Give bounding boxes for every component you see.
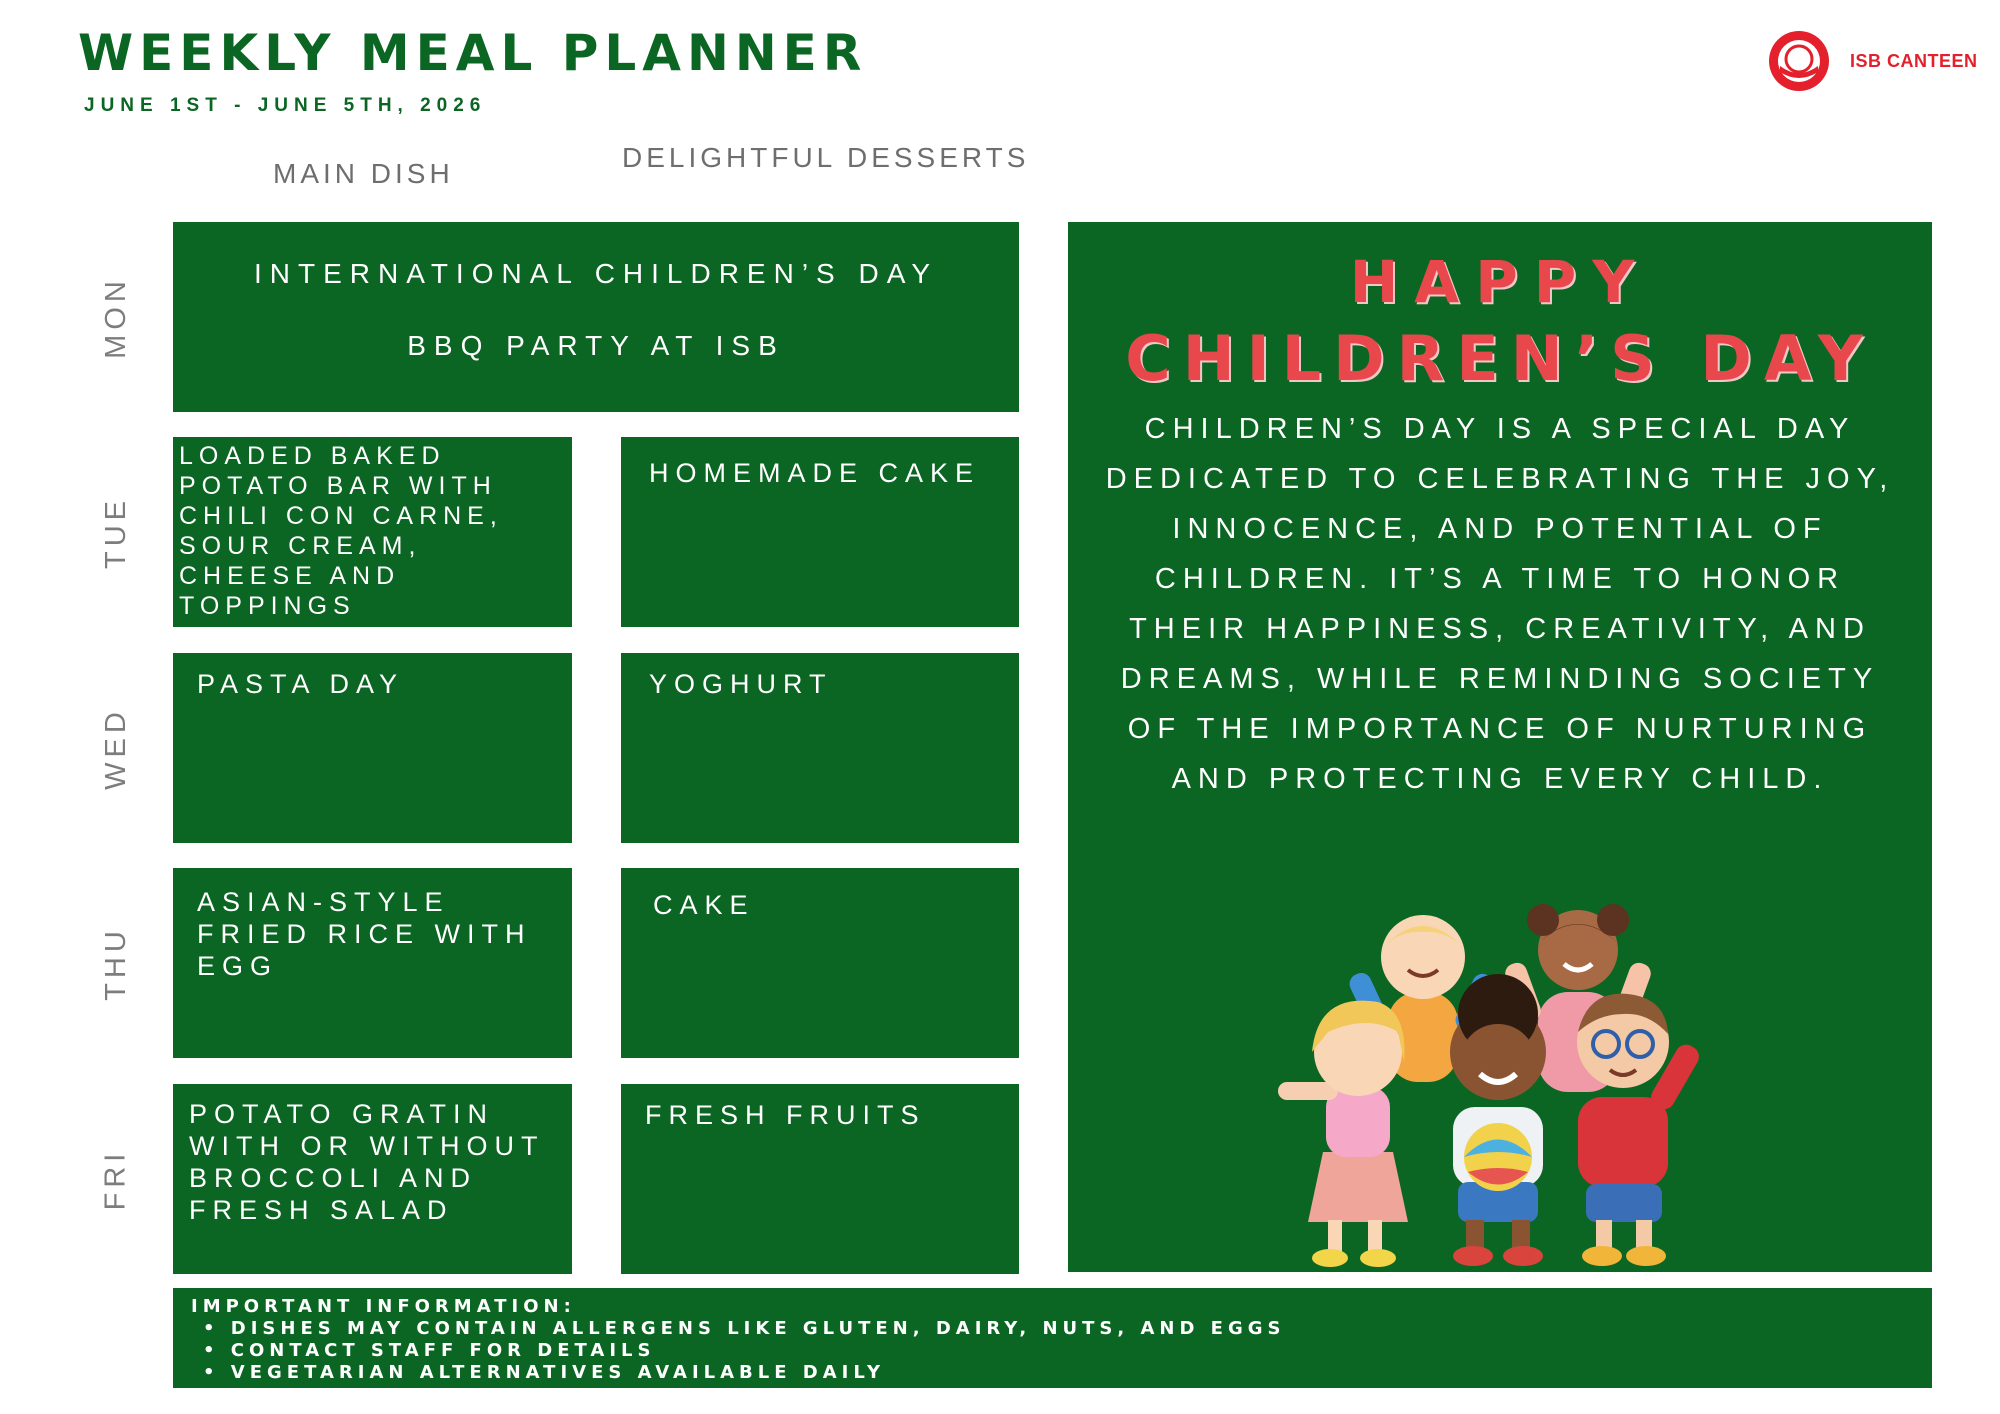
- childrens-day-panel: [1068, 222, 1932, 1272]
- logo-text: ISB CANTEEN: [1850, 50, 1978, 71]
- day-label-mon: MON: [99, 275, 132, 359]
- important-info-bar: [173, 1288, 1932, 1388]
- info-heading: IMPORTANT INFORMATION:: [191, 1296, 576, 1317]
- day-label-tue: TUE: [99, 495, 132, 569]
- day-label-thu: THU: [99, 925, 132, 1001]
- thursday-dessert: CAKE: [621, 868, 1019, 1058]
- friday-dessert: FRESH FRUITS: [621, 1084, 1019, 1274]
- column-header-desserts: DELIGHTFUL DESSERTS: [622, 142, 1030, 173]
- info-item: • VEGETARIAN ALTERNATIVES AVAILABLE DAILY: [191, 1362, 1914, 1384]
- child-figure: [1278, 1001, 1408, 1267]
- isb-canteen-logo-icon: [1766, 28, 1832, 94]
- date-range: JUNE 1ST - JUNE 5TH, 2026: [84, 95, 487, 116]
- feature-description: CHILDREN’S DAY IS A SPECIAL DAY DEDICATED TO CELEBRATING THE JOY, INNOCENCE, AND POTENTIAL OF CHILDREN. IT’S A TIME TO HONOR THEIR HAPPINESS, CREATIVITY, AND DREAMS, WHILE REMINDING SOCIETY OF THE IMPORTANCE OF NURTURING AND PROTECTING EVERY CHILD.: [1105, 413, 1895, 795]
- child-figure: [1450, 974, 1546, 1266]
- thursday-main-dish: ASIAN-STYLE FRIED RICE WITH EGG: [173, 868, 572, 1058]
- info-item: • CONTACT STAFF FOR DETAILS: [191, 1340, 1914, 1362]
- day-label-wed: WED: [99, 706, 132, 790]
- feature-title-line1: HAPPY: [1349, 248, 1651, 316]
- monday-event-title: INTERNATIONAL CHILDREN’S DAY: [254, 258, 938, 289]
- tuesday-main-dish: LOADED BAKED POTATO BAR WITH CHILI CON CARNE, SOUR CREAM, CHEESE AND TOPPINGS: [173, 437, 572, 627]
- monday-special-card: [173, 222, 1019, 412]
- column-header-main-dish: MAIN DISH: [273, 158, 454, 189]
- page-title: WEEKLY MEAL PLANNER: [78, 24, 868, 82]
- child-figure: [1577, 994, 1703, 1266]
- feature-title-line2: CHILDREN’S DAY: [1125, 322, 1875, 395]
- info-item: • DISHES MAY CONTAIN ALLERGENS LIKE GLUTEN, DAIRY, NUTS, AND EGGS: [191, 1318, 1914, 1340]
- info-list: [191, 1318, 1914, 1384]
- day-label-fri: FRI: [99, 1148, 132, 1210]
- brand-logo: [1766, 26, 1990, 96]
- wednesday-main-dish: PASTA DAY: [173, 653, 572, 843]
- cartoon-children-illustration: [1268, 902, 1768, 1272]
- friday-main-dish: POTATO GRATIN WITH OR WITHOUT BROCCOLI AND FRESH SALAD: [173, 1084, 572, 1274]
- tuesday-dessert: HOMEMADE CAKE: [621, 437, 1019, 627]
- wednesday-dessert: YOGHURT: [621, 653, 1019, 843]
- monday-event-subtitle: BBQ PARTY AT ISB: [407, 330, 785, 361]
